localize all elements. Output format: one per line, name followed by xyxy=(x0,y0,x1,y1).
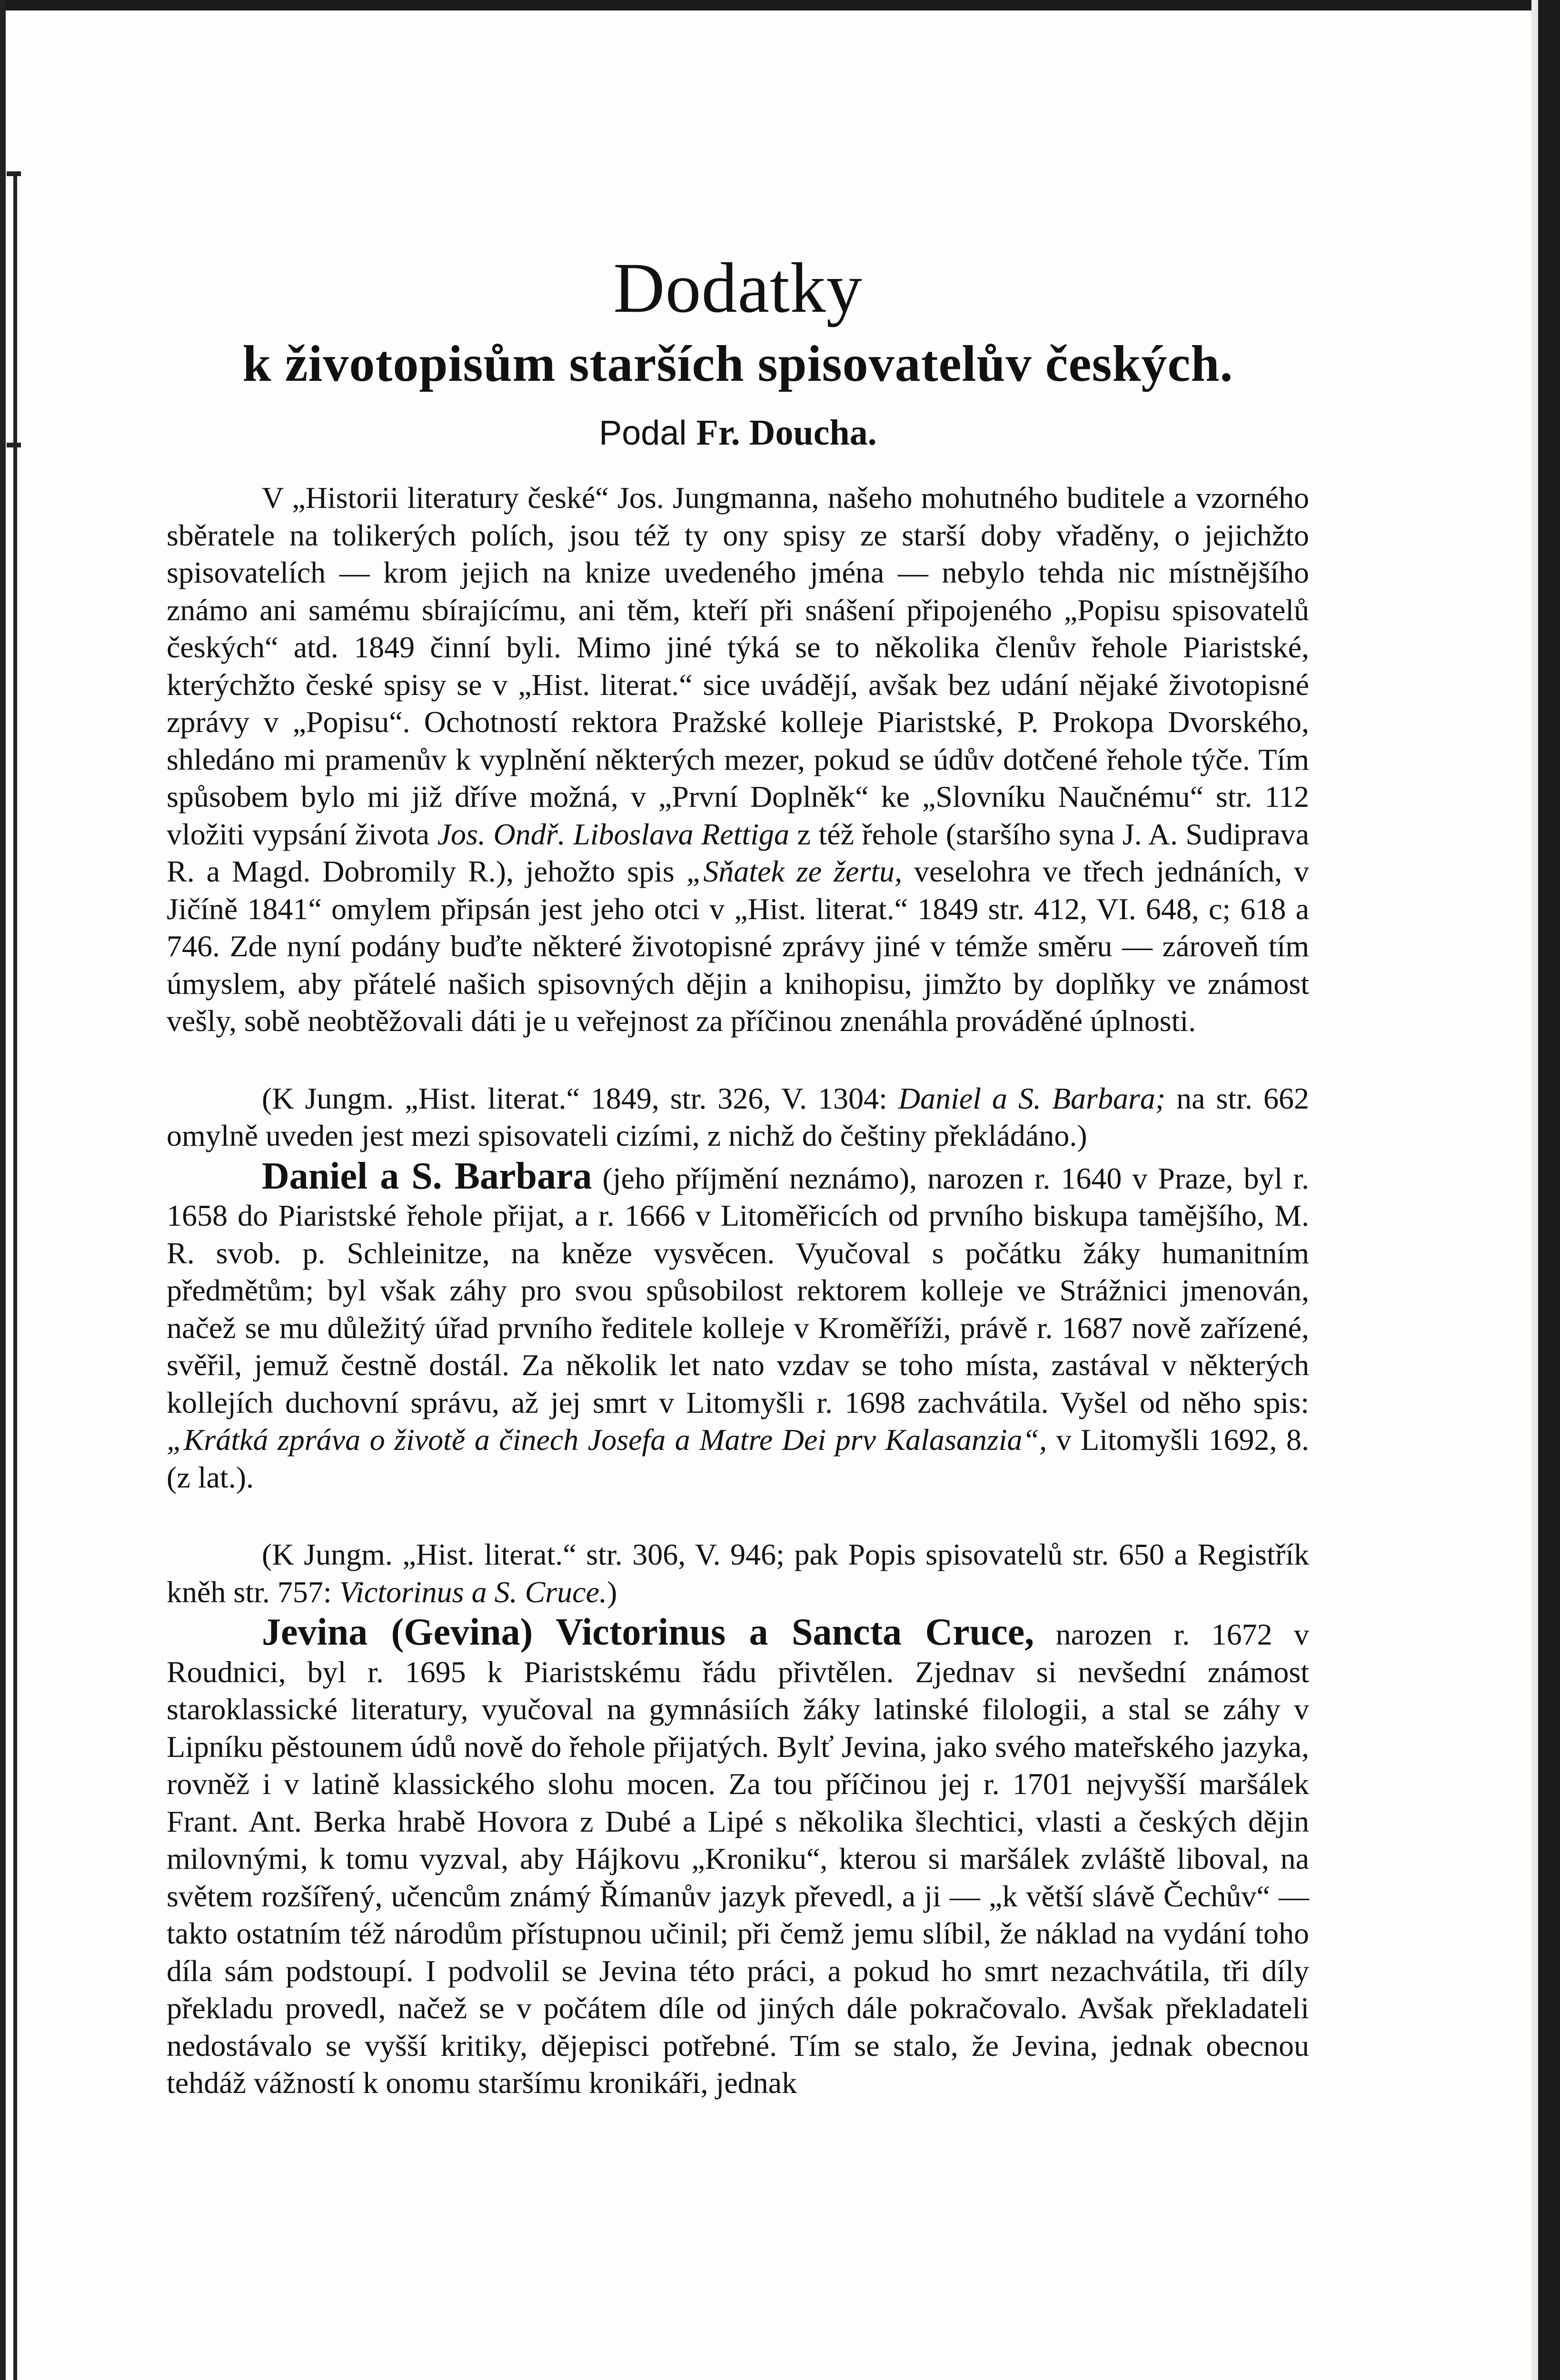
reference-note-1 xyxy=(167,1080,1309,1155)
scan-edge-left xyxy=(0,0,6,2380)
binding-line xyxy=(13,171,17,2380)
note1-text-2: na str. 662 omylně uveden jest mezi spisovateli cizími, z nichž do češtiny překládáno.) xyxy=(167,1081,1310,1152)
byline xyxy=(167,411,1309,455)
scan-edge-top xyxy=(0,0,1560,10)
bio1-text-1: (jeho příjmění neznámo), narozen r. 1640 v Praze, byl r. 1658 do Piaristské řehole přijat, a r. 1666 v Litoměřicích od prvního biskupa tamějšího, M. R. svob. p. Schleinitze, na kněze vysvěcen. Vyučoval s počátku žáky humanitním předmětům; byl však záhy pro svou spůsobilost rektorem kolleje ve Strážnici jmenován, načež se mu důležitý úřad prvního ředitele kolleje v Kroměříži, právě r. 1687 nově zařízené, svěřil, jemuž čestně dostál. Za několik let nato vzdav se toho místa, zastával v některých kollejích duchovní správu, až jej smrt v Litomyšli r. 1698 zachvátila. Vyšel od něho spis: xyxy=(167,1161,1309,1419)
intro-text-2: z též řehole (staršího syna J. A. Sudiprava R. a Magd. Dobromily R.), jehožto spis xyxy=(167,817,1310,888)
intro-italic-2: „Sňatek ze žertu, xyxy=(686,854,903,888)
bio1-text-2: v Litomyšli 1692, 8. (z lat.). xyxy=(167,1423,1310,1494)
binding-tick xyxy=(7,171,21,176)
intro-italic-1: Jos. Ondř. Liboslava Rettiga xyxy=(437,817,789,851)
reference-note-2 xyxy=(167,1536,1309,1611)
scan-edge-right xyxy=(1538,0,1560,2380)
article-title: Dodatky xyxy=(613,248,863,327)
note2-italic: Victorinus a S. Cruce. xyxy=(339,1575,607,1609)
bio2-name: Jevina (Gevina) Victorinus a Sancta Cruce, xyxy=(262,1611,1034,1653)
bio1-name: Daniel a S. Barbara xyxy=(262,1155,592,1197)
intro-paragraph xyxy=(167,479,1309,1040)
intro-text-3: veselohra ve třech jednáních, v Jičíně 1841“ omylem připsán jest jeho otci v „Hist. literat.“ 1849 str. 412, VI. 648, c; 618 a 746. Zde nyní podány buďte některé životopisné zprávy jiné v témže směru — zároveň tím úmyslem, aby přátelé našich spisovných dějin a knihopisu, jimžto by doplňky ve známost vešly, sobě neobtěžovali dáti je u veřejnost za příčinou znenáhla prováděné úplnosti. xyxy=(167,854,1310,1038)
bio1-italic: „Krátká zpráva o životě a činech Josefa a Matre Dei prv Kalasanzia“, xyxy=(167,1423,1047,1457)
binding-tick xyxy=(7,443,21,447)
intro-text-1: V „Historii literatury české“ Jos. Jungmanna, našeho mohutného buditele a vzorného sběratele na tolikerých polích, jsou též ty ony spisy ze starší doby vřaděny, o jejichžto spisovatelích — krom jejich na knize uvedeného jména — nebylo tehda nic místnějšího známo ani samému sbírajícímu, ani těm, kteří při snášení připojeného „Popisu spisovatelů českých“ atd. 1849 činní byli. Mimo jiné týká se to několika členův řehole Piaristské, kterýchžto české spisy se v „Hist. literat.“ sice uvádějí, avšak bez udání nějaké životopisné zprávy v „Popisu“. Ochotností rektora Pražské kolleje Piaristské, P. Prokopa Dvorského, shledáno mi pramenův k vyplnění některých mezer, pokud se údův dotčené řehole týče. Tím spůsobem bylo mi již dříve možná, v „První Doplněk“ ke „Slovníku Naučnému“ str. 112 vložiti vypsání života xyxy=(167,481,1309,851)
note2-text-2: ) xyxy=(606,1575,617,1609)
article xyxy=(167,248,1309,2102)
scan-edge-right-gutter xyxy=(1531,0,1538,2380)
bio2-text-1: narozen r. 1672 v Roudnici, byl r. 1695 k Piaristskému řádu přivtělen. Zjednav si nevšední známost staroklassické literatury, vyučoval na gymnásiích žáky latinské filologii, a stal se záhy v Lipníku pěstounem údů nově do řehole přijatých. Bylť Jevina, jako svého mateřského jazyka, rovněž i v latině klassického slohu mocen. Za tou příčinou jej r. 1701 nejvyšší maršálek Frant. Ant. Berka hrabě Hovora z Dubé a Lipé s několika šlechtici, vlasti a českých dějin milovnými, k tomu vyzval, aby Hájkovu „Kroniku“, kterou si maršálek zvláště liboval, na světem rozšířený, učencům známý Římanův jazyk převedl, a ji — „k větší slávě Čechův“ — takto ostatním též národům přístupnou učinil; při čemž jemu slíbil, že náklad na vydání toho díla sám podstoupí. I podvolil se Jevina této práci, a pokud ho smrt nezachvátila, tři díly překladu provedl, načež se v počátem díle od jiných dále pokračovalo. Avšak překladateli nedostávalo se vyšší kritiky, dějepisci potřebné. Tím se stalo, že Jevina, jednak obecnou tehdáž vážností k onomu staršímu kronikáři, jednak xyxy=(167,1617,1310,2100)
note1-text-1: (K Jungm. „Hist. literat.“ 1849, str. 326, V. 1304: xyxy=(262,1081,898,1115)
biography-jevina xyxy=(167,1611,1310,2102)
byline-label: Podal xyxy=(599,414,687,452)
byline-author: Fr. Doucha. xyxy=(696,413,877,453)
article-subtitle: k životopisům starších spisovatelův českých. xyxy=(242,336,1233,392)
biography-daniel xyxy=(167,1155,1310,1497)
note1-italic: Daniel a S. Barbara; xyxy=(898,1081,1166,1115)
note2-text-1: (K Jungm. „Hist. literat.“ str. 306, V. 946; pak Popis spisovatelů str. 650 a Registřík kněh str. 757: xyxy=(167,1537,1309,1609)
